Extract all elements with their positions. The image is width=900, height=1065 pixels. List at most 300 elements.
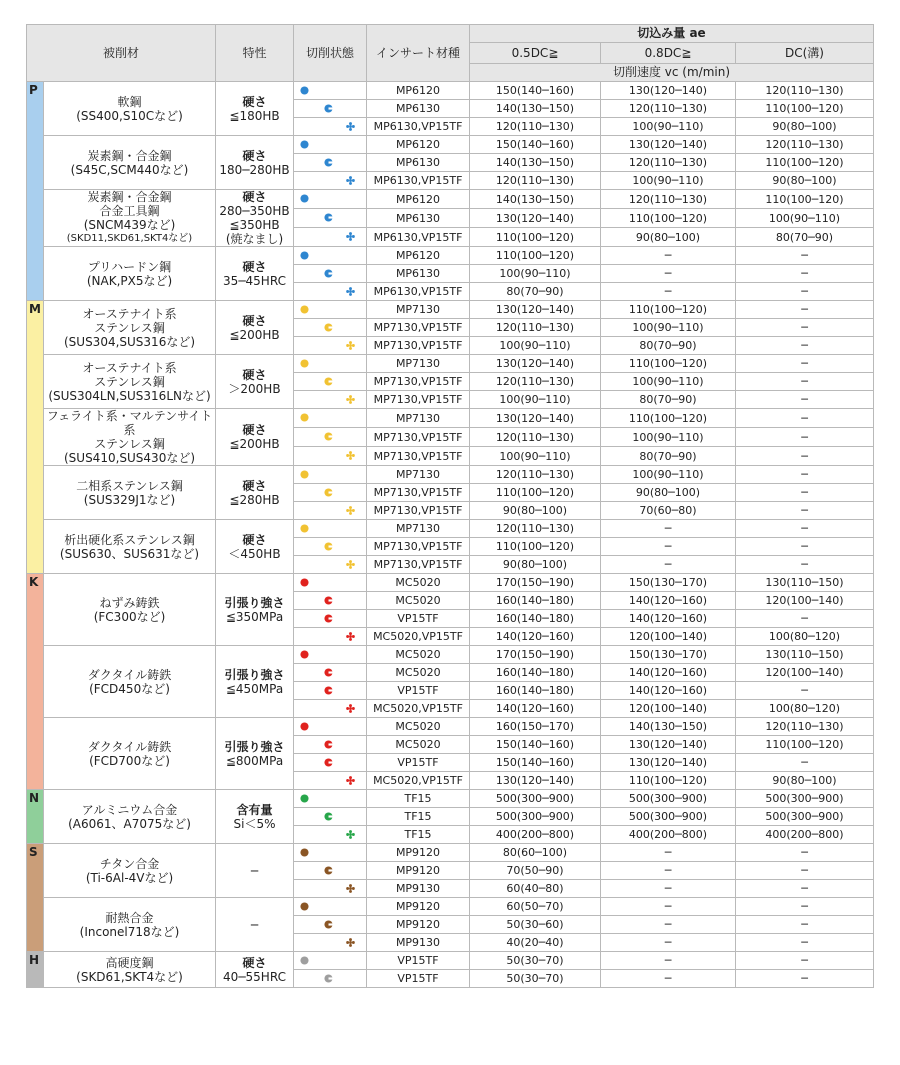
interrupted-cut-icon [346, 232, 355, 241]
material-name-cell [44, 355, 216, 409]
property-cell [216, 136, 294, 190]
cutting-condition-cell [294, 172, 367, 190]
cutting-condition-cell [294, 538, 367, 556]
speed-0.5dc-cell: 110(100─120) [470, 484, 601, 502]
speed-0.8dc-cell: 150(130─170) [601, 646, 736, 664]
speed-dc-slot-cell: 130(110─150) [736, 574, 874, 592]
table-row [27, 718, 874, 736]
speed-dc-slot-cell: ─ [736, 373, 874, 391]
speed-dc-slot-cell: ─ [736, 880, 874, 898]
speed-dc-slot-cell: ─ [736, 556, 874, 574]
table-row [27, 790, 874, 808]
cutting-condition-cell [294, 808, 367, 826]
speed-0.5dc-cell: 60(50─70) [470, 898, 601, 916]
cutting-condition-cell [294, 100, 367, 118]
speed-0.8dc-cell: 110(100─120) [601, 301, 736, 319]
insert-grade-cell: MC5020 [367, 646, 470, 664]
speed-0.5dc-cell: 160(140─180) [470, 610, 601, 628]
cutting-condition-cell [294, 301, 367, 319]
light-interrupted-cut-icon [324, 668, 333, 677]
continuous-cut-icon [300, 470, 309, 479]
insert-grade-cell: MP6130,VP15TF [367, 228, 470, 247]
speed-dc-slot-cell: 120(100─140) [736, 592, 874, 610]
cutting-condition-cell [294, 283, 367, 301]
cutting-condition-cell [294, 118, 367, 136]
insert-grade-cell: MP7130 [367, 466, 470, 484]
material-name-line: (Inconel718など) [79, 924, 180, 939]
speed-dc-slot-cell: 120(110─130) [736, 82, 874, 100]
speed-0.8dc-cell: ─ [601, 520, 736, 538]
material-group-H: H [27, 952, 44, 988]
material-name-cell [44, 646, 216, 718]
insert-grade-cell: MP7130 [367, 355, 470, 373]
speed-0.5dc-cell: 500(300─900) [470, 808, 601, 826]
cutting-condition-cell [294, 682, 367, 700]
material-name-line: ねずみ鋳鉄 [99, 595, 160, 610]
cutting-condition-cell [294, 391, 367, 409]
speed-0.5dc-cell: 140(120─160) [470, 628, 601, 646]
cutting-condition-cell [294, 934, 367, 952]
property-value: 180─280HB [219, 162, 290, 177]
speed-0.8dc-cell: 100(90─110) [601, 319, 736, 337]
header-depth-of-cut: 切込み量 ae [470, 25, 874, 43]
material-name-line: 合金工具鋼 [99, 204, 160, 218]
material-name-line: (SKD11,SKD61,SKT4など) [66, 233, 193, 244]
header-cutting-speed: 切削速度 vc (m/min) [470, 64, 874, 82]
light-interrupted-cut-icon [324, 920, 333, 929]
speed-0.8dc-cell: 80(70─90) [601, 447, 736, 466]
light-interrupted-cut-icon [324, 213, 333, 222]
speed-0.5dc-cell: 150(140─160) [470, 136, 601, 154]
cutting-condition-cell [294, 484, 367, 502]
speed-0.8dc-cell: 100(90─110) [601, 172, 736, 190]
continuous-cut-icon [300, 359, 309, 368]
insert-grade-cell: MP6130 [367, 265, 470, 283]
cutting-condition-cell [294, 952, 367, 970]
cutting-condition-cell [294, 556, 367, 574]
material-name-line: (SUS410,SUS430など) [63, 451, 196, 465]
material-name-line: ステンレス鋼 [94, 374, 165, 389]
cutting-condition-cell [294, 355, 367, 373]
speed-0.8dc-cell: 120(110─130) [601, 154, 736, 172]
speed-0.5dc-cell: 100(90─110) [470, 447, 601, 466]
continuous-cut-icon [300, 848, 309, 857]
light-interrupted-cut-icon [324, 614, 333, 623]
speed-0.8dc-cell: 100(90─110) [601, 118, 736, 136]
material-name-cell [44, 718, 216, 790]
cutting-condition-cell [294, 790, 367, 808]
property-cell [216, 898, 294, 952]
property-label: 硬さ [242, 478, 267, 493]
insert-grade-cell: MP7130,VP15TF [367, 502, 470, 520]
cutting-condition-cell [294, 228, 367, 247]
speed-0.8dc-cell: 70(60─80) [601, 502, 736, 520]
cutting-condition-cell [294, 337, 367, 355]
speed-0.5dc-cell: 400(200─800) [470, 826, 601, 844]
speed-dc-slot-cell: ─ [736, 301, 874, 319]
material-name-line: (Ti-6Al-4Vなど) [85, 870, 174, 885]
continuous-cut-icon [300, 902, 309, 911]
speed-0.5dc-cell: 120(110─130) [470, 319, 601, 337]
insert-grade-cell: TF15 [367, 808, 470, 826]
material-name-cell [44, 301, 216, 355]
insert-grade-cell: MC5020,VP15TF [367, 628, 470, 646]
material-name-line: (FC300など) [93, 609, 166, 624]
speed-0.5dc-cell: 100(90─110) [470, 391, 601, 409]
material-name-line: チタン合金 [99, 856, 160, 871]
material-name-line: (SUS304LN,SUS316LNなど) [48, 388, 211, 403]
speed-0.5dc-cell: 170(150─190) [470, 646, 601, 664]
property-value: Si＜5% [233, 816, 276, 831]
property-label: 硬さ [242, 532, 267, 547]
speed-0.5dc-cell: 120(110─130) [470, 118, 601, 136]
speed-dc-slot-cell: 130(110─150) [736, 646, 874, 664]
speed-dc-slot-cell: ─ [736, 484, 874, 502]
header-property: 特性 [216, 25, 294, 82]
speed-dc-slot-cell: ─ [736, 409, 874, 428]
speed-0.8dc-cell: ─ [601, 265, 736, 283]
cutting-condition-cell [294, 373, 367, 391]
speed-0.5dc-cell: 170(150─190) [470, 574, 601, 592]
cutting-condition-cell [294, 82, 367, 100]
insert-grade-cell: MP6130 [367, 209, 470, 228]
interrupted-cut-icon [346, 830, 355, 839]
speed-0.5dc-cell: 140(130─150) [470, 154, 601, 172]
material-name-line: フェライト系・マルテンサイト系 [46, 409, 213, 437]
insert-grade-cell: MP6130,VP15TF [367, 118, 470, 136]
insert-grade-cell: MP7130,VP15TF [367, 428, 470, 447]
header-condition: 切削状態 [294, 25, 367, 82]
property-value: ＞200HB [228, 381, 281, 396]
speed-0.8dc-cell: 140(120─160) [601, 610, 736, 628]
cutting-condition-cell [294, 190, 367, 209]
material-name-line: (SUS329J1など) [83, 492, 176, 507]
insert-grade-cell: MP9120 [367, 862, 470, 880]
speed-0.8dc-cell: ─ [601, 283, 736, 301]
insert-grade-cell: MP7130,VP15TF [367, 319, 470, 337]
material-name-line: 二相系ステンレス鋼 [76, 478, 183, 493]
property-cell [216, 355, 294, 409]
insert-grade-cell: MP7130 [367, 520, 470, 538]
interrupted-cut-icon [346, 704, 355, 713]
cutting-condition-cell [294, 718, 367, 736]
material-name-line: 炭素鋼・合金鋼 [87, 190, 172, 204]
speed-0.5dc-cell: 130(120─140) [470, 772, 601, 790]
property-cell [216, 301, 294, 355]
light-interrupted-cut-icon [324, 686, 333, 695]
material-name-line: (FCD700など) [89, 753, 170, 768]
table-row [27, 466, 874, 484]
speed-0.8dc-cell: ─ [601, 247, 736, 265]
property-label: 引張り強さ [224, 739, 285, 754]
material-name-cell [44, 952, 216, 988]
property-label: 含有量 [236, 802, 273, 817]
speed-0.8dc-cell: ─ [601, 880, 736, 898]
insert-grade-cell: MC5020,VP15TF [367, 772, 470, 790]
speed-0.5dc-cell: 40(20─40) [470, 934, 601, 952]
speed-0.5dc-cell: 110(100─120) [470, 247, 601, 265]
insert-grade-cell: MC5020 [367, 718, 470, 736]
speed-dc-slot-cell: ─ [736, 391, 874, 409]
material-name-line: (FCD450など) [89, 681, 170, 696]
insert-grade-cell: MP9120 [367, 844, 470, 862]
speed-0.8dc-cell: 80(70─90) [601, 337, 736, 355]
insert-grade-cell: MP6120 [367, 190, 470, 209]
cutting-condition-cell [294, 754, 367, 772]
speed-0.8dc-cell: 140(120─160) [601, 664, 736, 682]
speed-dc-slot-cell: 90(80─100) [736, 772, 874, 790]
material-name-line: (SUS630、SUS631など) [59, 546, 200, 561]
cutting-condition-cell [294, 319, 367, 337]
light-interrupted-cut-icon [324, 758, 333, 767]
speed-0.8dc-cell: 110(100─120) [601, 355, 736, 373]
interrupted-cut-icon [346, 122, 355, 131]
property-value: ≦800MPa [225, 753, 284, 768]
speed-dc-slot-cell: 500(300─900) [736, 790, 874, 808]
speed-0.5dc-cell: 150(140─160) [470, 82, 601, 100]
cutting-condition-cell [294, 520, 367, 538]
property-line: 硬さ [242, 190, 267, 204]
continuous-cut-icon [300, 524, 309, 533]
speed-dc-slot-cell: 120(100─140) [736, 664, 874, 682]
material-name-line: (A6061、A7075など) [68, 816, 191, 831]
property-label: 引張り強さ [224, 667, 285, 682]
property-value: ≦200HB [229, 437, 280, 451]
property-value: ≦350MPa [225, 609, 284, 624]
speed-0.5dc-cell: 160(140─180) [470, 592, 601, 610]
material-name-line: プリハードン鋼 [87, 259, 172, 274]
material-name-line: (SKD61,SKT4など) [76, 969, 183, 984]
material-group-N: N [27, 790, 44, 844]
table-row [27, 898, 874, 916]
insert-grade-cell: MP7130,VP15TF [367, 556, 470, 574]
cutting-condition-cell [294, 862, 367, 880]
speed-0.8dc-cell: 500(300─900) [601, 790, 736, 808]
insert-grade-cell: TF15 [367, 790, 470, 808]
table-row [27, 247, 874, 265]
speed-0.8dc-cell: 130(120─140) [601, 736, 736, 754]
speed-0.8dc-cell: 150(130─170) [601, 574, 736, 592]
speed-0.5dc-cell: 50(30─70) [470, 952, 601, 970]
speed-0.8dc-cell: 500(300─900) [601, 808, 736, 826]
property-label: 硬さ [242, 313, 267, 328]
insert-grade-cell: MP6130 [367, 100, 470, 118]
speed-dc-slot-cell: 80(70─90) [736, 228, 874, 247]
speed-dc-slot-cell: ─ [736, 898, 874, 916]
table-row [27, 301, 874, 319]
material-name-line: 炭素鋼・合金鋼 [87, 148, 172, 163]
speed-dc-slot-cell: ─ [736, 970, 874, 988]
speed-dc-slot-cell: 110(100─120) [736, 154, 874, 172]
speed-0.5dc-cell: 150(140─160) [470, 754, 601, 772]
table-row [27, 844, 874, 862]
interrupted-cut-icon [346, 776, 355, 785]
insert-grade-cell: MC5020 [367, 736, 470, 754]
speed-dc-slot-cell: ─ [736, 265, 874, 283]
speed-0.8dc-cell: ─ [601, 844, 736, 862]
speed-0.5dc-cell: 150(140─160) [470, 736, 601, 754]
cutting-condition-cell [294, 502, 367, 520]
property-label: 引張り強さ [224, 595, 285, 610]
speed-dc-slot-cell: ─ [736, 934, 874, 952]
material-name-cell [44, 409, 216, 466]
table-row [27, 646, 874, 664]
speed-0.8dc-cell: 90(80─100) [601, 484, 736, 502]
property-label: 硬さ [242, 94, 267, 109]
speed-dc-slot-cell: ─ [736, 844, 874, 862]
insert-grade-cell: MP9120 [367, 916, 470, 934]
continuous-cut-icon [300, 86, 309, 95]
speed-0.8dc-cell: 140(130─150) [601, 718, 736, 736]
speed-0.5dc-cell: 120(110─130) [470, 520, 601, 538]
continuous-cut-icon [300, 956, 309, 965]
insert-grade-cell: MP6130,VP15TF [367, 283, 470, 301]
speed-0.5dc-cell: 110(100─120) [470, 228, 601, 247]
speed-0.5dc-cell: 160(140─180) [470, 664, 601, 682]
speed-dc-slot-cell: ─ [736, 610, 874, 628]
cutting-condition-cell [294, 610, 367, 628]
light-interrupted-cut-icon [324, 158, 333, 167]
header-material: 被削材 [27, 25, 216, 82]
speed-0.5dc-cell: 130(120─140) [470, 409, 601, 428]
property-cell [216, 574, 294, 646]
material-name-cell [44, 190, 216, 247]
speed-0.8dc-cell: ─ [601, 934, 736, 952]
material-group-P: P [27, 82, 44, 301]
cutting-condition-cell [294, 916, 367, 934]
speed-dc-slot-cell: ─ [736, 916, 874, 934]
speed-0.5dc-cell: 140(130─150) [470, 100, 601, 118]
speed-0.5dc-cell: 130(120─140) [470, 301, 601, 319]
speed-0.8dc-cell: ─ [601, 556, 736, 574]
speed-dc-slot-cell: 110(100─120) [736, 190, 874, 209]
material-name-line: 耐熱合金 [105, 910, 154, 925]
material-group-K: K [27, 574, 44, 790]
material-name-line: (SUS304,SUS316など) [63, 334, 196, 349]
speed-0.8dc-cell: 110(100─120) [601, 209, 736, 228]
insert-grade-cell: MP6120 [367, 136, 470, 154]
speed-0.8dc-cell: 90(80─100) [601, 228, 736, 247]
light-interrupted-cut-icon [324, 488, 333, 497]
cutting-condition-cell [294, 970, 367, 988]
speed-0.8dc-cell: 400(200─800) [601, 826, 736, 844]
cutting-condition-cell [294, 247, 367, 265]
speed-0.8dc-cell: 110(100─120) [601, 772, 736, 790]
insert-grade-cell: MP7130,VP15TF [367, 391, 470, 409]
insert-grade-cell: MP7130 [367, 301, 470, 319]
property-cell [216, 718, 294, 790]
property-value: ─ [250, 863, 259, 878]
table-body [27, 82, 874, 988]
insert-grade-cell: VP15TF [367, 610, 470, 628]
speed-0.8dc-cell: 100(90─110) [601, 428, 736, 447]
speed-0.5dc-cell: 120(110─130) [470, 373, 601, 391]
property-value: ≦280HB [229, 492, 280, 507]
interrupted-cut-icon [346, 451, 355, 460]
property-line: ≦350HB [229, 218, 280, 232]
material-name-line: オーステナイト系 [82, 360, 177, 375]
speed-0.5dc-cell: 80(70─90) [470, 283, 601, 301]
property-value: ≦180HB [229, 108, 280, 123]
property-value: ≦450MPa [225, 681, 284, 696]
insert-grade-cell: MP9120 [367, 898, 470, 916]
interrupted-cut-icon [346, 287, 355, 296]
speed-0.8dc-cell: 140(120─160) [601, 682, 736, 700]
cutting-condition-cell [294, 447, 367, 466]
speed-dc-slot-cell: ─ [736, 862, 874, 880]
speed-0.5dc-cell: 130(120─140) [470, 355, 601, 373]
speed-dc-slot-cell: ─ [736, 319, 874, 337]
speed-dc-slot-cell: ─ [736, 502, 874, 520]
interrupted-cut-icon [346, 560, 355, 569]
speed-0.8dc-cell: 100(90─110) [601, 466, 736, 484]
material-name-line: (SS400,S10Cなど) [76, 108, 183, 123]
speed-0.8dc-cell: 120(100─140) [601, 628, 736, 646]
insert-grade-cell: MC5020 [367, 664, 470, 682]
table-row [27, 355, 874, 373]
insert-grade-cell: MP6130 [367, 154, 470, 172]
continuous-cut-icon [300, 722, 309, 731]
cutting-condition-cell [294, 136, 367, 154]
table-row [27, 520, 874, 538]
speed-0.8dc-cell: ─ [601, 538, 736, 556]
property-cell [216, 646, 294, 718]
property-label: 硬さ [242, 423, 267, 437]
cutting-condition-cell [294, 628, 367, 646]
speed-0.5dc-cell: 60(40─80) [470, 880, 601, 898]
table-row [27, 82, 874, 100]
property-cell [216, 520, 294, 574]
property-value: ＜450HB [228, 546, 281, 561]
light-interrupted-cut-icon [324, 323, 333, 332]
insert-grade-cell: MP6120 [367, 82, 470, 100]
speed-dc-slot-cell: ─ [736, 682, 874, 700]
cutting-conditions-table-wrap [26, 24, 874, 988]
table-row [27, 190, 874, 209]
insert-grade-cell: MP7130,VP15TF [367, 484, 470, 502]
speed-dc-slot-cell: 120(110─130) [736, 718, 874, 736]
speed-0.5dc-cell: 70(50─90) [470, 862, 601, 880]
cutting-condition-cell [294, 209, 367, 228]
speed-dc-slot-cell: 100(80─120) [736, 628, 874, 646]
insert-grade-cell: VP15TF [367, 754, 470, 772]
speed-dc-slot-cell: ─ [736, 952, 874, 970]
header-depth-col-2: 0.8DC≧ [601, 43, 736, 64]
speed-0.8dc-cell: ─ [601, 898, 736, 916]
insert-grade-cell: MP7130,VP15TF [367, 373, 470, 391]
light-interrupted-cut-icon [324, 974, 333, 983]
speed-0.8dc-cell: 140(120─160) [601, 592, 736, 610]
speed-dc-slot-cell: ─ [736, 247, 874, 265]
light-interrupted-cut-icon [324, 269, 333, 278]
speed-dc-slot-cell: 120(110─130) [736, 136, 874, 154]
material-name-line: オーステナイト系 [82, 306, 177, 321]
speed-0.8dc-cell: 130(120─140) [601, 754, 736, 772]
continuous-cut-icon [300, 251, 309, 260]
material-group-M: M [27, 301, 44, 574]
speed-0.5dc-cell: 160(140─180) [470, 682, 601, 700]
speed-0.8dc-cell: 80(70─90) [601, 391, 736, 409]
speed-0.8dc-cell: ─ [601, 952, 736, 970]
property-label: 硬さ [242, 259, 267, 274]
cutting-condition-cell [294, 826, 367, 844]
cutting-condition-cell [294, 880, 367, 898]
property-cell [216, 466, 294, 520]
interrupted-cut-icon [346, 506, 355, 515]
speed-dc-slot-cell: ─ [736, 754, 874, 772]
light-interrupted-cut-icon [324, 542, 333, 551]
speed-0.8dc-cell: 130(120─140) [601, 82, 736, 100]
